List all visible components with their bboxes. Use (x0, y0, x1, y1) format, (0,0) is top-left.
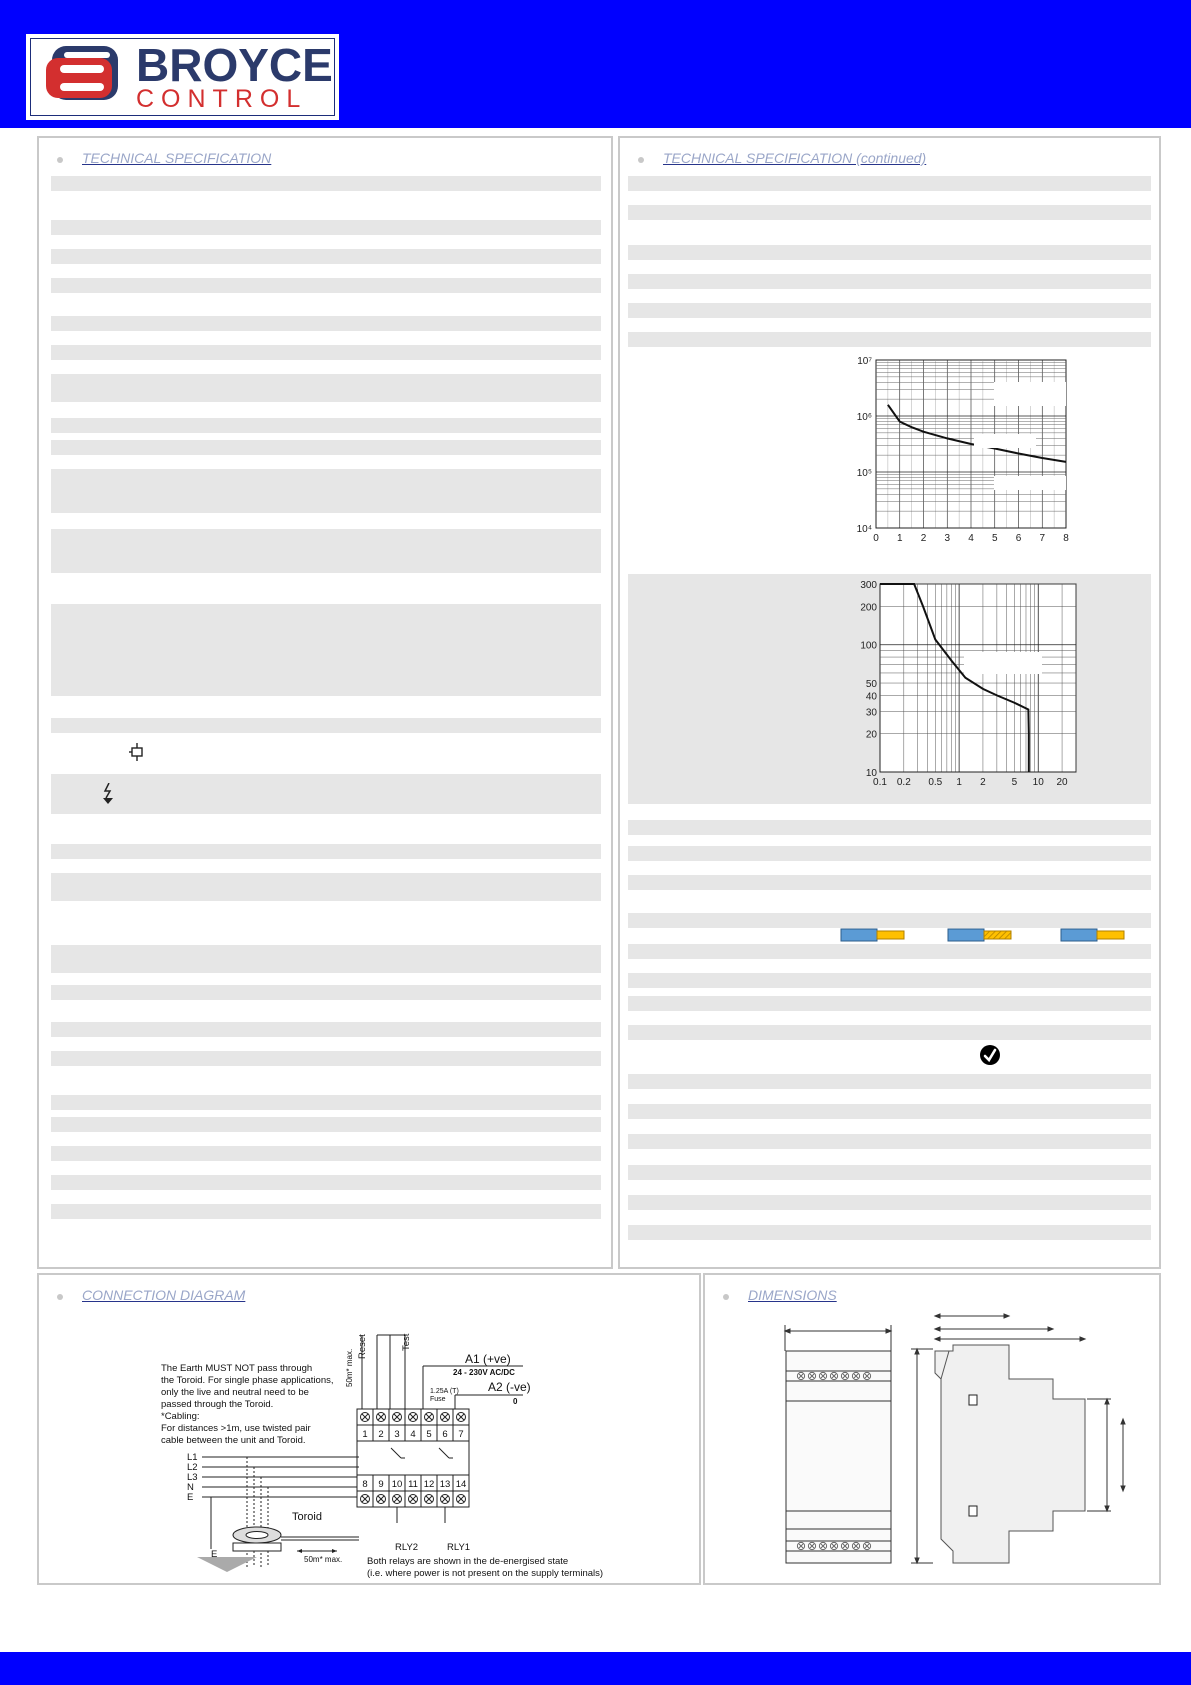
y-tick-label: 10⁷ (857, 356, 872, 367)
reset-label: Reset (357, 1334, 368, 1359)
terminal-number: 5 (426, 1429, 432, 1440)
terminal-number: 11 (408, 1479, 418, 1490)
spec-row (51, 374, 601, 402)
x-tick-label: 20 (1056, 777, 1068, 788)
earth-note-line: For distances >1m, use twisted pair (161, 1423, 311, 1434)
spec-row (51, 1095, 601, 1110)
test-label: Test (401, 1333, 412, 1351)
spec-row (628, 1074, 1151, 1089)
line-label-l1: L1 (187, 1452, 198, 1463)
terminal-number: 14 (455, 1479, 467, 1490)
spec-row (628, 1165, 1151, 1180)
connection-diagram-title: CONNECTION DIAGRAM (82, 1287, 246, 1303)
rcm-compliance-icon (979, 1044, 1001, 1066)
x-tick-label: 2 (980, 777, 986, 788)
y-tick-label: 40 (865, 691, 877, 703)
spec-row (51, 844, 601, 859)
x-tick-label: 1 (956, 777, 962, 788)
terminal-number: 1 (362, 1429, 368, 1440)
logo-mark-icon (42, 38, 134, 114)
section-bullet (723, 1294, 729, 1300)
terminal-number: 8 (362, 1479, 368, 1490)
spec-row (51, 1146, 601, 1161)
y-tick-label: 200 (860, 602, 877, 614)
legend-mask (974, 434, 1036, 448)
section-bullet (638, 157, 644, 163)
toroid-cable-length: 50m* max. (304, 1555, 343, 1564)
earth-note-line: the Toroid. For single phase applications, (161, 1375, 334, 1386)
spec-row (51, 945, 601, 973)
x-tick-label: 0.5 (928, 777, 943, 788)
spec-row (628, 875, 1151, 890)
spec-row (51, 1117, 601, 1132)
y-tick-label: 50 (865, 679, 877, 691)
spec-row (51, 718, 601, 733)
spec-row (628, 245, 1151, 260)
x-tick-label: 8 (1063, 533, 1069, 544)
spec-row (628, 1195, 1151, 1210)
spec-row (51, 345, 601, 360)
earth-note-line: cable between the unit and Toroid. (161, 1435, 306, 1446)
spec-row (51, 469, 601, 513)
dimension-drawing (713, 1311, 1153, 1571)
legend-mask (994, 382, 1066, 406)
spec-row (628, 944, 1151, 959)
spec-row (51, 1175, 601, 1190)
fuse-label: Fuse (430, 1396, 446, 1403)
spec-row (51, 604, 601, 696)
spec-row (628, 996, 1151, 1011)
spec-row (51, 529, 601, 573)
a1-label: A1 (+ve) (465, 1352, 511, 1366)
spec-row (51, 1022, 601, 1037)
relay-contact (439, 1448, 449, 1458)
rly2-label: RLY2 (395, 1542, 419, 1553)
supply-voltage: 24 - 230V AC/DC (453, 1368, 515, 1377)
x-tick-label: 6 (1015, 533, 1022, 544)
logo-word-broyce: BROYCE (136, 39, 333, 91)
spec-row (628, 1134, 1151, 1149)
dimensions-panel (703, 1273, 1161, 1585)
terminal-number: 4 (410, 1429, 416, 1440)
wiring-diagram (147, 1287, 647, 1579)
y-tick-label: 10⁶ (856, 412, 872, 423)
legend-mask (964, 652, 1042, 674)
x-tick-label: 0.2 (896, 777, 911, 788)
x-tick-label: 1 (896, 533, 903, 544)
fuse-rating: 1.25A (T) (430, 1388, 459, 1395)
ferrule-wire-icon (1060, 928, 1126, 942)
x-tick-label: 0.1 (873, 777, 887, 788)
spec-row (628, 274, 1151, 289)
terminal-number: 9 (378, 1479, 384, 1490)
spec-row (628, 913, 1151, 928)
earth-note-line: The Earth MUST NOT pass through (161, 1363, 313, 1374)
stranded-wire-icon (947, 928, 1013, 942)
line-label-n: N (187, 1482, 194, 1493)
x-tick-label: 4 (968, 533, 974, 544)
x-tick-label: 5 (1011, 777, 1018, 788)
spec-row (628, 1225, 1151, 1240)
x-tick-label: 2 (920, 533, 927, 544)
relay-coil-icon (129, 743, 145, 761)
earth-label: E (211, 1549, 218, 1560)
spec-row (628, 1104, 1151, 1119)
relay-contact (391, 1448, 401, 1458)
spec-row (51, 873, 601, 901)
relay-state-note: (i.e. where power is not present on the supply terminals) (367, 1568, 604, 1579)
y-tick-label: 10 (865, 768, 877, 779)
plot-area (880, 584, 1076, 772)
reset-cable-length: 50m* max. (345, 1348, 354, 1387)
y-tick-label: 10⁴ (856, 524, 872, 535)
tech-spec-cont-panel (618, 136, 1161, 1269)
x-tick-label: 7 (1039, 533, 1046, 544)
spec-row (628, 973, 1151, 988)
terminal-number: 13 (439, 1479, 451, 1490)
terminal-number: 2 (378, 1429, 384, 1440)
electrical-life-chart (846, 350, 1076, 550)
section-bullet (57, 1294, 63, 1300)
broyce-control-logo (26, 34, 339, 120)
terminal-number: 6 (442, 1429, 448, 1440)
y-tick-label: 10⁵ (856, 468, 872, 479)
logo-word-control: CONTROL (136, 85, 308, 113)
spec-row (51, 176, 601, 191)
x-tick-label: 3 (944, 533, 951, 544)
spec-row (628, 820, 1151, 835)
y-tick-label: 300 (860, 580, 877, 591)
connection-diagram-panel (37, 1273, 701, 1585)
page-header (0, 0, 1191, 128)
terminal-number: 12 (423, 1479, 435, 1490)
x-tick-label: 5 (991, 533, 998, 544)
solid-wire-icon (840, 928, 906, 942)
x-tick-label: 10 (1032, 777, 1044, 788)
spec-row (628, 332, 1151, 347)
line-label-e: E (187, 1492, 194, 1503)
spec-row (628, 205, 1151, 220)
spec-row (628, 176, 1151, 191)
terminal-block (357, 1409, 469, 1523)
toroid-label: Toroid (292, 1511, 322, 1523)
y-tick-label: 100 (860, 640, 877, 652)
earth-note-line: only the live and neutral need to be (161, 1387, 309, 1398)
earth-note-line: *Cabling: (161, 1411, 200, 1422)
spec-row (51, 1051, 601, 1066)
a2-label: A2 (-ve) (488, 1380, 531, 1394)
terminal-number: 7 (458, 1429, 464, 1440)
zero-volt-label: 0 (513, 1397, 518, 1406)
spec-row (51, 249, 601, 264)
terminal-number: 10 (391, 1479, 403, 1490)
spec-row (51, 774, 601, 814)
line-label-l3: L3 (187, 1472, 198, 1483)
page-footer (0, 1652, 1191, 1685)
front-view (785, 1325, 891, 1563)
spec-row (628, 303, 1151, 318)
x-tick-label: 0 (873, 533, 879, 544)
impulse-voltage-icon (101, 783, 115, 805)
spec-row (51, 220, 601, 235)
spec-row (628, 1025, 1151, 1040)
terminal-number: 3 (394, 1429, 400, 1440)
legend-mask (994, 476, 1066, 490)
y-tick-label: 20 (865, 729, 877, 741)
spec-row (51, 440, 601, 455)
max-breaking-capacity-chart (846, 576, 1086, 796)
rly1-label: RLY1 (447, 1542, 471, 1553)
spec-row (51, 278, 601, 293)
tech-spec-title: TECHNICAL SPECIFICATION (82, 150, 272, 166)
side-view (911, 1314, 1125, 1563)
line-label-l2: L2 (187, 1462, 198, 1473)
spec-row (51, 418, 601, 433)
spec-row (51, 1204, 601, 1219)
spec-row (51, 985, 601, 1000)
spec-row (628, 846, 1151, 861)
section-bullet (57, 157, 63, 163)
y-tick-label: 30 (865, 707, 877, 719)
relay-state-note: Both relays are shown in the de-energised state (367, 1556, 569, 1567)
dimensions-title: DIMENSIONS (748, 1287, 837, 1303)
spec-row (51, 316, 601, 331)
tech-spec-panel (37, 136, 613, 1269)
earth-note-line: passed through the Toroid. (161, 1399, 274, 1410)
tech-spec-cont-title: TECHNICAL SPECIFICATION (continued) (663, 150, 927, 166)
